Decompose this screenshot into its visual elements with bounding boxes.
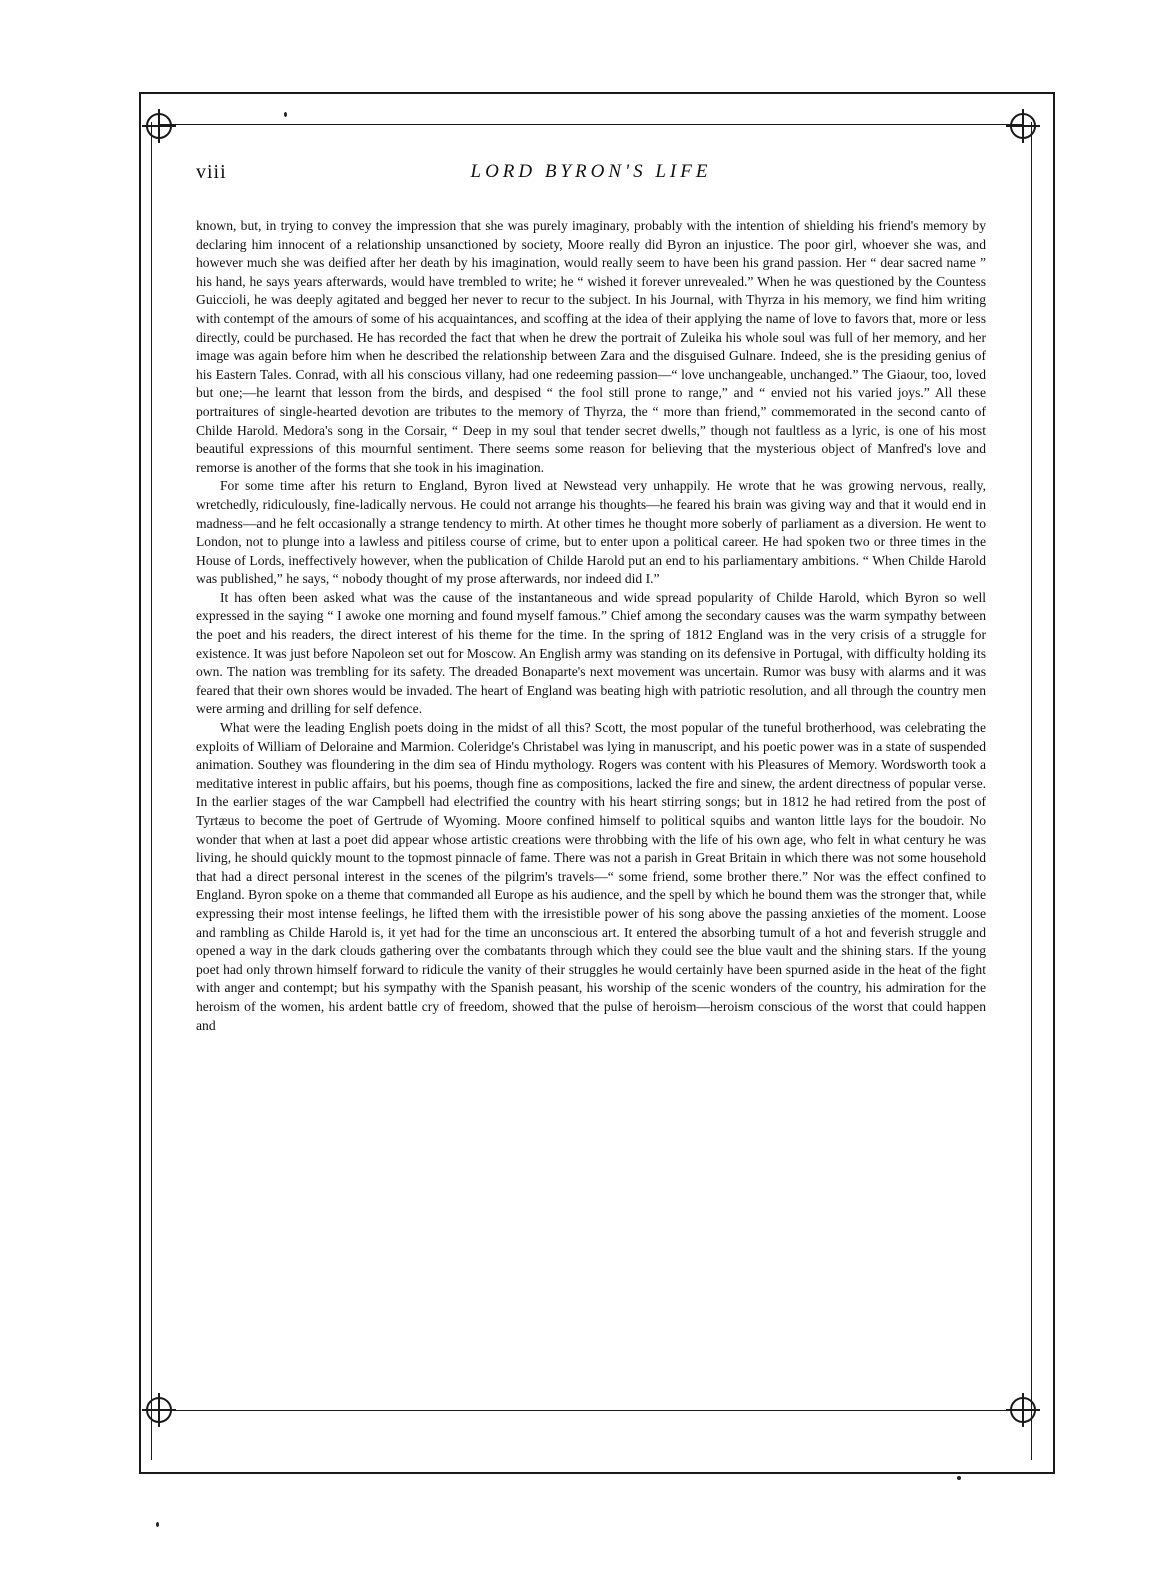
page-number: viii — [196, 161, 227, 183]
corner-cross-circle-icon — [140, 1391, 178, 1429]
running-header — [196, 161, 986, 191]
ink-speck — [284, 112, 287, 117]
paragraph: What were the leading English poets doing in the midst of all this? Scott, the most popular of the tuneful brotherhood, was celebrating the exploits of William of Deloraine and Marmion. Coleridge's Christabel was lying in manuscript, and his poetic power was in a state of suspended animation. Southey was floundering in the dim sea of Hindu mythology. Rogers was content with his Pleasures of Memory. Wordsworth took a meditative interest in public affairs, but his poems, though fine as compositions, lacked the fire and sinew, the ardent directness of popular verse. In the earlier stages of the war Campbell had electrified the country with his heart stirring songs; but in 1812 he had retired from the post of Tyrtæus to become the poet of Gertrude of Wyoming. Moore confined himself to political squibs and wanton little lays for the boudoir. No wonder that when at last a poet did appear whose artistic creations were throbbing with the life of his own age, who felt in what century he was living, he should quickly mount to the topmost pinnacle of fame. There was not a parish in Great Britain in which there was not some household that had a direct personal interest in the scenes of the pilgrim's travels—“ some friend, some brother there.” Nor was the effect confined to England. Byron spoke on a theme that commanded all Europe as his audience, and the spell by which he bound them was the stronger that, while expressing their most intense feelings, he lifted them with the irresistible power of his song above the passing anxieties of the moment. Loose and rambling as Childe Harold is, it yet had for the time an unconscious art. It entered the absorbing tumult of a hot and feverish struggle and opened a way in the dark clouds gathering over the combatants through which they could see the blue vault and the shining stars. If the young poet had only thrown himself forward to ridicule the vanity of their struggles he would certainly have been spurned aside in the heat of the fight with anger and contempt; but his sympathy with the Spanish peasant, his worship of the scenic wonders of the country, his admiration for the heroism of the women, his ardent battle cry of freedom, showed that the pulse of heroism—heroism conscious of the worst that could happen and — [196, 720, 986, 1033]
paragraph: For some time after his return to England, Byron lived at Newstead very unhappily. He wrote that he was growing nervous, really, wretchedly, ridiculously, fine-ladically nervous. He could not arrange his thoughts—he feared his brain was giving way and that it would end in madness—and he felt occasionally a strange tendency to mirth. At other times he thought more soberly of parliament as a diversion. He went to London, not to plunge into a lawless and pitiless course of crime, but to enter upon a political career. He had spoken two or three times in the House of Lords, ineffectively however, when the publication of Childe Harold put an end to his parliamentary ambitions. “ When Childe Harold was published,” he says, “ nobody thought of my prose afterwards, nor indeed did I.” — [196, 478, 986, 587]
corner-cross-circle-icon — [1004, 107, 1042, 145]
corner-cross-circle-icon — [140, 107, 178, 145]
ink-speck — [156, 1522, 159, 1527]
body-text — [196, 217, 986, 1035]
top-rule — [160, 124, 1022, 125]
running-title: LORD BYRON'S LIFE — [470, 161, 712, 182]
paragraph: It has often been asked what was the cause of the instantaneous and wide spread popularity of Childe Harold, which Byron so well expressed in the saying “ I awoke one morning and found myself famous.” Chief among the secondary causes was the warm sympathy between the poet and his readers, the direct interest of his theme for the time. In the spring of 1812 England was in the very crisis of a struggle for existence. It was just before Napoleon set out for Moscow. An English army was standing on its defensive in Portugal, with difficulty holding its own. The nation was trembling for its safety. The dreaded Bonaparte's next movement was uncertain. Rumor was busy with alarms and it was feared that their own shores would be invaded. The heart of England was beating high with patriotic resolution, and all through the country men were arming and drilling for self defence. — [196, 589, 986, 717]
ink-speck — [957, 1476, 961, 1480]
corner-cross-circle-icon — [1004, 1391, 1042, 1429]
bottom-rule — [160, 1410, 1022, 1411]
paragraph: known, but, in trying to convey the impression that she was purely imaginary, probably with the intention of shielding his friend's memory by declaring him innocent of a relationship unsanctioned by society, Moore really did Byron an injustice. The poor girl, whoever she was, and however much she was deified after her death by his imagination, would really seem to have been his grand passion. Her “ dear sacred name ” his hand, he says years afterwards, would have trembled to write; he “ wished it forever unrevealed.” When he was questioned by the Countess Guiccioli, he was deeply agitated and begged her never to recur to the subject. In his Journal, with Thyrza in his memory, we find him writing with contempt of the amours of some of his acquaintances, and scoffing at the idea of their applying the name of love to favors that, more or less directly, could be purchased. He has recorded the fact that when he drew the portrait of Zuleika his whole soul was full of her memory, and her image was again before him when he described the relationship between Zara and the disguised Gulnare. Indeed, she is the presiding genius of his Eastern Tales. Conrad, with all his conscious villany, had one redeeming passion—“ love unchangeable, unchanged.” The Giaour, too, loved but one;—he learnt that lesson from the birds, and despised “ the fool still prone to range,” and “ envied not his varied joys.” All these portraitures of single-hearted devotion are tributes to the memory of Thyrza, the “ more than friend,” commemorated in the second canto of Childe Harold. Medora's song in the Corsair, “ Deep in my soul that tender secret dwells,” though not faultless as a lyric, is one of his most beautiful expressions of this mournful sentiment. There seems some reason for believing that the mysterious object of Manfred's love and remorse is another of the forms that she took in his imagination. — [196, 218, 986, 475]
